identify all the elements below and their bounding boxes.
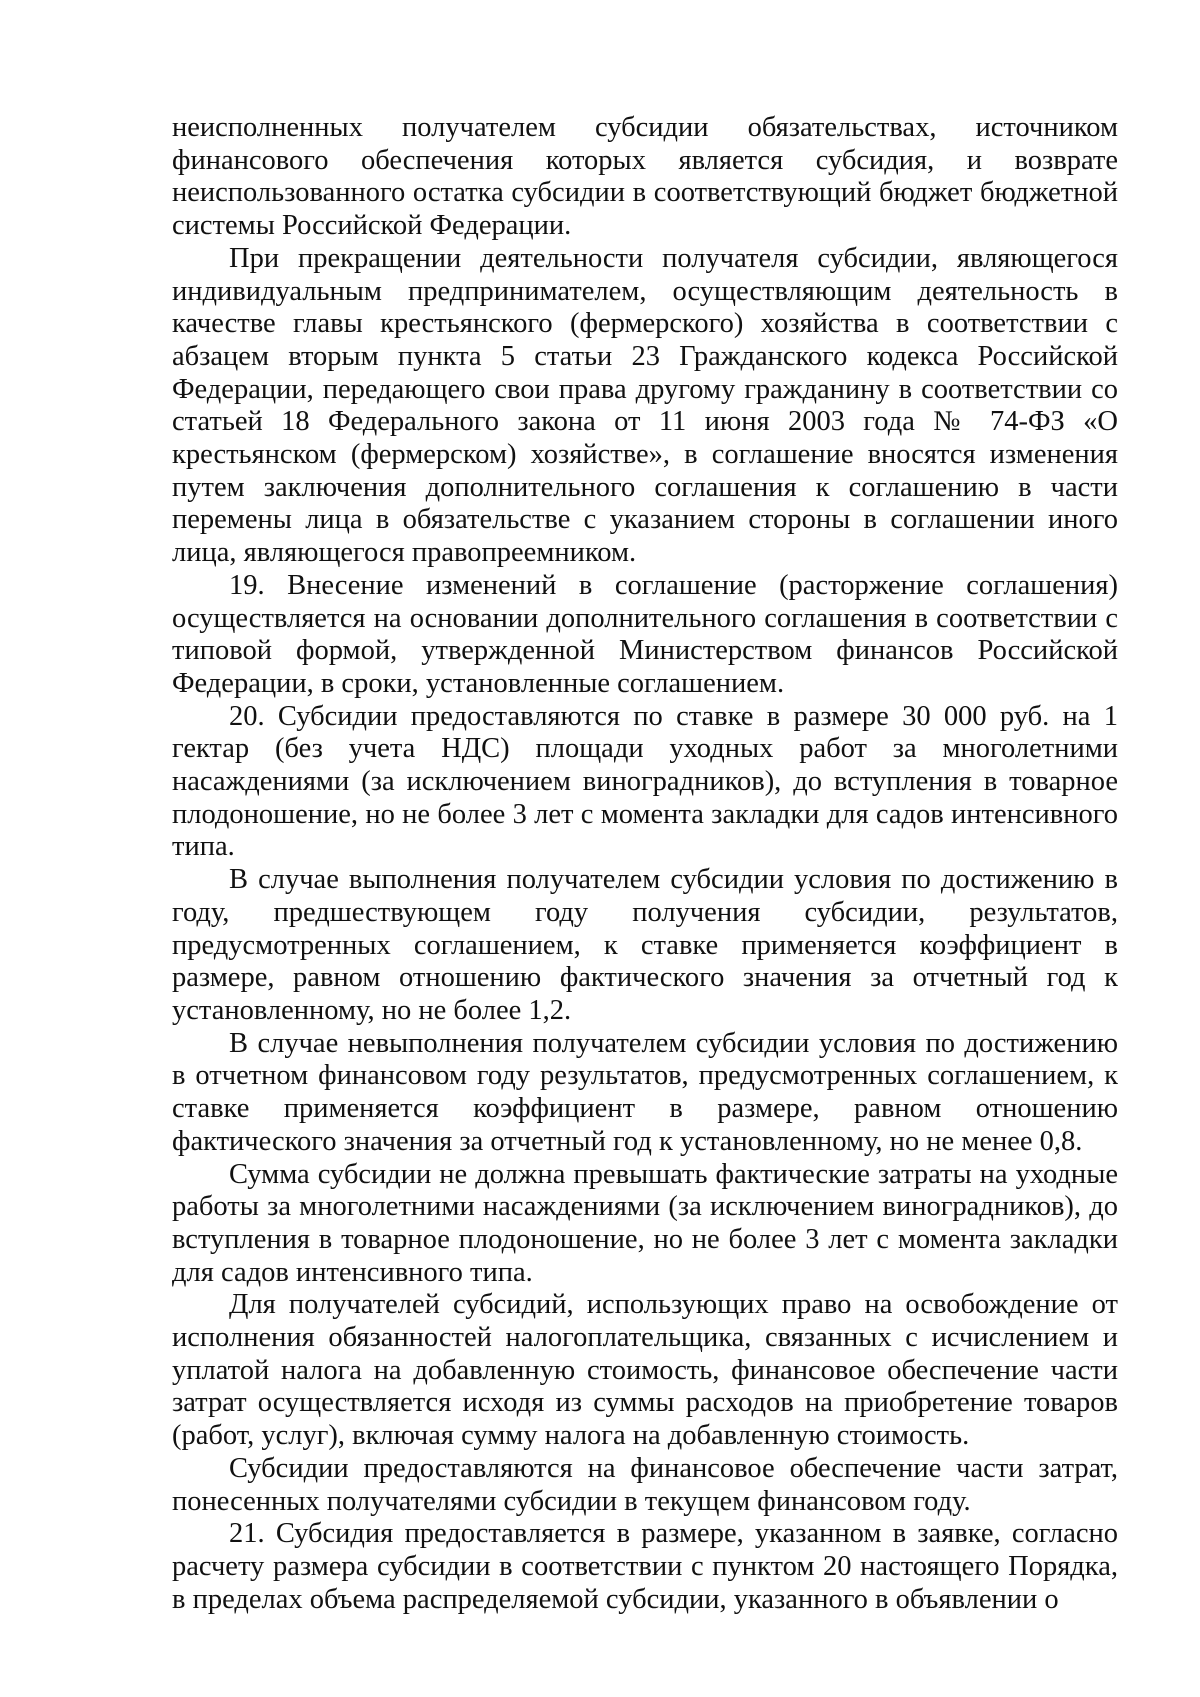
document-body bbox=[172, 112, 1118, 1616]
paragraph-subsidy-limit: Сумма субсидии не должна превышать фактические затраты на уходные работы за многолетними насаждениями (за исключением виноградников), до вступления в товарное плодоношение, но не более 3 лет с момента закладки для садов интенсивного типа. bbox=[172, 1158, 1118, 1288]
paragraph-item-20: 20. Субсидии предоставляются по ставке в размере 30 000 руб. на 1 гектар (без учета НДС) площади уходных работ за многолетними насаждениями (за исключением виноградников), до вступления в товарное плодоношение, но не более 3 лет с момента закладки для садов интенсивного типа. bbox=[172, 700, 1118, 863]
paragraph-coefficient-max: В случае выполнения получателем субсидии условия по достижению в году, предшествующем году получения субсидии, результатов, предусмотренных соглашением, к ставке применяется коэффициент в размере, равном отношению фактического значения за отчетный год к установленному, но не более 1,2. bbox=[172, 864, 1118, 1026]
paragraph-continuation: неисполненных получателем субсидии обязательствах, источником финансового обеспечения которых является субсидия, и возврате неиспользованного остатка субсидии в соответствующий бюджет бюджетной системы Российской Федерации. bbox=[172, 112, 1118, 242]
paragraph-current-year: Субсидии предоставляются на финансовое обеспечение части затрат, понесенных получателями субсидии в текущем финансовом году. bbox=[172, 1452, 1118, 1517]
paragraph-coefficient-min: В случае невыполнения получателем субсидии условия по достижению в отчетном финансовом году результатов, предусмотренных соглашением, к ставке применяется коэффициент в размере, равном отношению фактического значения за отчетный год к установленному, но не менее 0,8. bbox=[172, 1027, 1118, 1157]
paragraph-item-21: 21. Субсидия предоставляется в размере, указанном в заявке, согласно расчету размера субсидии в соответствии с пунктом 20 настоящего Порядка, в пределах объема распределяемой субсидии, указанного в объявлении о bbox=[172, 1518, 1118, 1615]
paragraph-farm-successor: При прекращении деятельности получателя субсидии, являющегося индивидуальным предпринимателем, осуществляющим деятельность в качестве главы крестьянского (фермерского) хозяйства в соответствии с абзацем вторым пункта 5 статьи 23 Гражданского кодекса Российской Федерации, передающего свои права другому гражданину в соответствии со статьей 18 Федерального закона от 11 июня 2003 года № 74-ФЗ «О крестьянском (фермерском) хозяйстве», в соглашение вносятся изменения путем заключения дополнительного соглашения к соглашению в части перемены лица в обязательстве с указанием стороны в соглашении иного лица, являющегося правопреемником. bbox=[172, 242, 1118, 569]
paragraph-item-19: 19. Внесение изменений в соглашение (расторжение соглашения) осуществляется на основании дополнительного соглашения в соответствии с типовой формой, утвержденной Министерством финансов Российской Федерации, в сроки, установленные соглашением. bbox=[172, 569, 1118, 699]
paragraph-vat-exempt: Для получателей субсидий, использующих право на освобождение от исполнения обязанностей налогоплательщика, связанных с исчислением и уплатой налога на добавленную стоимость, финансовое обеспечение части затрат осуществляется исходя из суммы расходов на приобретение товаров (работ, услуг), включая сумму налога на добавленную стоимость. bbox=[172, 1289, 1118, 1452]
